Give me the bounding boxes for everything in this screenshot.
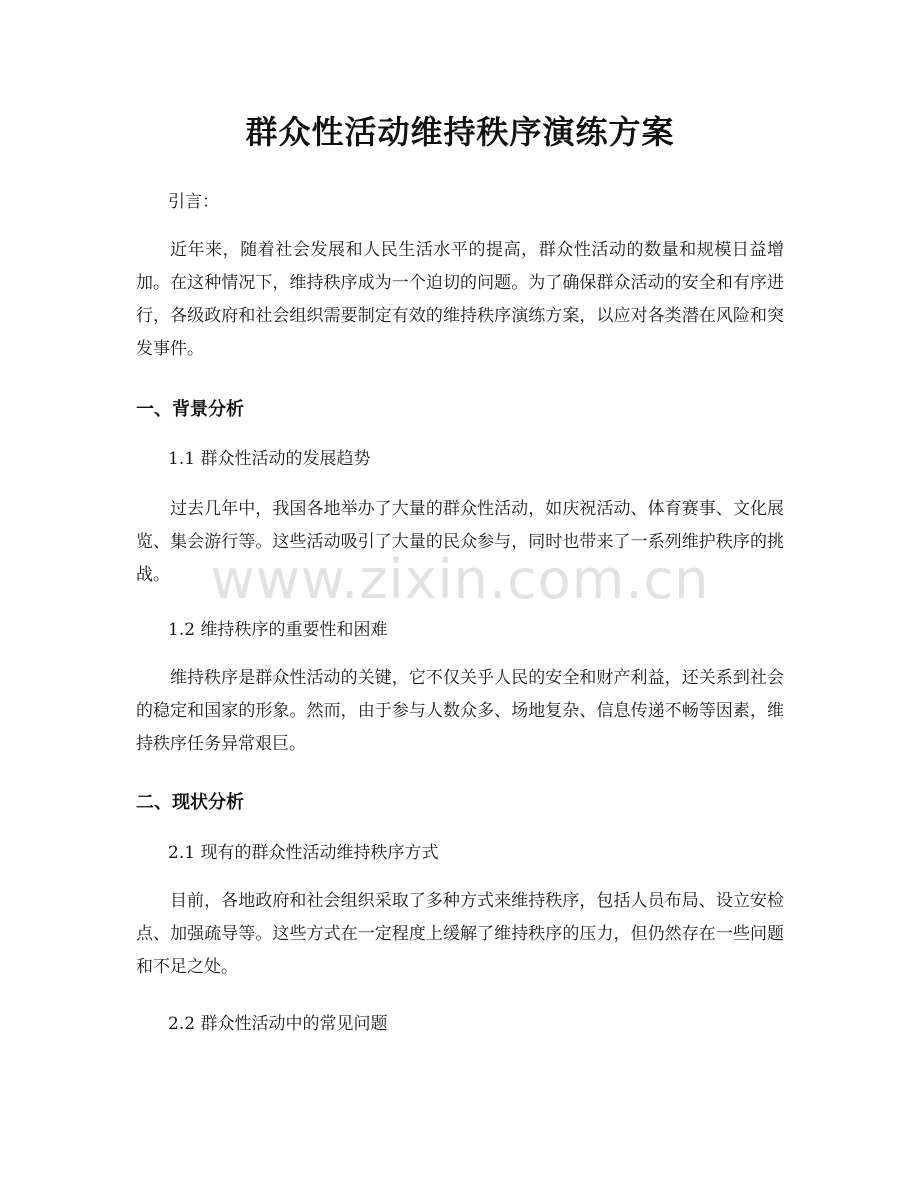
intro-paragraph: 近年来，随着社会发展和人民生活水平的提高，群众性活动的数量和规模日益增加。在这种情况下，维持秩序成为一个迫切的问题。为了确保群众活动的安全和有序进行，各级政府和社会组织需要制定有效的维持秩序演练方案，以应对各类潜在风险和突发事件。 <box>136 240 784 359</box>
subsection-heading-2-1: 2.1 现有的群众性活动维持秩序方式 <box>168 843 439 863</box>
paragraph-1-2: 维持秩序是群众性活动的关键，它不仅关乎人民的安全和财产利益，还关系到社会的稳定和国家的形象。然而，由于参与人数众多、场地复杂、信息传递不畅等因素，维持秩序任务异常艰巨。 <box>136 668 784 754</box>
paragraph-2-1: 目前，各地政府和社会组织采取了多种方式来维持秩序，包括人员布局、设立安检点、加强疏导等。这些方式在一定程度上缓解了维持秩序的压力，但仍然存在一些问题和不足之处。 <box>136 891 784 977</box>
intro-label: 引言： <box>168 192 219 212</box>
section-heading-background: 一、背景分析 <box>136 399 244 420</box>
document-title: 群众性活动维持秩序演练方案 <box>245 113 675 151</box>
paragraph-1-1: 过去几年中，我国各地举办了大量的群众性活动，如庆祝活动、体育赛事、文化展览、集会游行等。这些活动吸引了大量的民众参与，同时也带来了一系列维护秩序的挑战。 <box>136 499 784 585</box>
subsection-heading-1-1: 1.1 群众性活动的发展趋势 <box>168 449 371 469</box>
section-heading-status: 二、现状分析 <box>136 792 244 813</box>
subsection-heading-1-2: 1.2 维持秩序的重要性和困难 <box>168 620 388 640</box>
watermark: www.zixin.com.cn <box>210 548 710 611</box>
subsection-heading-2-2: 2.2 群众性活动中的常见问题 <box>168 1014 388 1034</box>
